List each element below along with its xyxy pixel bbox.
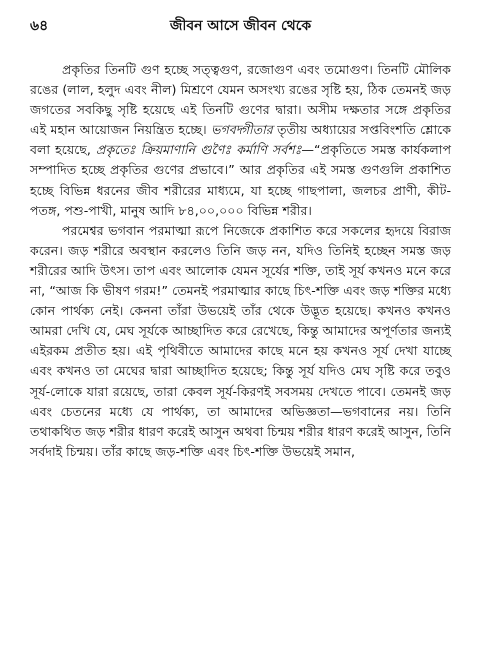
paragraph-2: পরমেশ্বর ভগবান পরমাত্মা রূপে নিজেকে প্রকাশিত করে সকলের হৃদয়ে বিরাজ করেন। জড় শরীরে অবস্থান করলেও তিনি জড় নন, যদিও তিনিই হচ্ছেন সমস্ত জড় শরীরের আদি উৎস। তাপ এবং আলোক যেমন সূর্যের শক্তি, তাই সূর্য কখনও মনে করে না, “আজ কি ভীষণ গরম!” তেমনই পরমাত্মার কাছে চিৎ-শক্তি এবং জড় শক্তির মধ্যে কোন পার্থক্য নেই। কেননা তাঁরা উভয়েই তাঁর থেকে উদ্ভূত হয়েছে। কখনও কখনও আমরা দেখি যে, মেঘ সূর্যকে আচ্ছাদিত করে রেখেছে, কিন্তু আমাদের অপূর্ণতার জন্যই এইরকম প্রতীত হয়। এই পৃথিবীতে আমাদের কাছে মনে হয় কখনও সূর্য দেখা যাচ্ছে এবং কখনও তা মেঘের দ্বারা আচ্ছাদিত হয়েছে; কিন্তু সূর্য যদিও মেঘ সৃষ্টি করে তবুও সূর্য-লোকে যারা রয়েছে, তারা কেবল সূর্য-কিরণই সবসময় দেখতে পাবে। তেমনই জড় এবং চেতনের মধ্যে যে পার্থক্য, তা আমাদের অভিজ্ঞতা—ভগবানের নয়। তিনি তথাকথিত জড় শরীর ধারণ করেই আসুন অথবা চিন্ময় শরীর ধারণ করেই আসুন, তিনি সর্বদাই চিন্ময়। তাঁর কাছে জড়-শক্তি এবং চিৎ-শক্তি উভয়েই সমান, <box>30 222 451 459</box>
body-text <box>30 60 451 462</box>
paragraph-1 <box>30 60 451 221</box>
sanskrit-quote: প্রকৃতেঃ ক্রিয়মাণানি গুণৈঃ কর্মাণি সর্বশঃ <box>96 142 302 158</box>
page-header <box>30 14 451 38</box>
book-title: ভগবদ্গীতার <box>211 122 273 138</box>
paragraph-1-text-a: প্রকৃতির তিনটি গুণ হচ্ছে সত্ত্বগুণ, রজোগুণ এবং তমোগুণ। তিনটি মৌলিক রঙের (লাল, হলুদ এবং নীল) মিশ্রণে যেমন অসংখ্য রঙের সৃষ্টি হয়, ঠিক তেমনই জড় জগতের সবকিছু সৃষ্টি হয়েছে এই তিনটি গুণের দ্বারা। অসীম দক্ষতার সঙ্গে প্রকৃতির এই মহান আয়োজন নিয়ন্ত্রিত হচ্ছে। <box>30 62 451 138</box>
running-title: জীবন আসে জীবন থেকে <box>169 18 312 34</box>
paragraph-1-text-b: তৃতীয় অধ্যায়ের সপ্তবিংশতি শ্লোকে বলা হয়েছে, <box>30 122 451 158</box>
page-number: ৬৪ <box>30 18 49 34</box>
paragraph-1-text-c: —“প্রকৃতিতে সমস্ত কার্যকলাপ সম্পাদিত হচ্ছে প্রকৃতির গুণের প্রভাবে।” আর প্রকৃতির এই সমস্ত গুণগুলি প্রকাশিত হচ্ছে বিভিন্ন ধরনের জীব শরীরের মাধ্যমে, যা হচ্ছে গাছপালা, জলচর প্রাণী, কীট-পতঙ্গ, পশু-পাখী, মানুষ আদি ৮৪,০০,০০০ বিভিন্ন শরীর। <box>30 142 451 218</box>
